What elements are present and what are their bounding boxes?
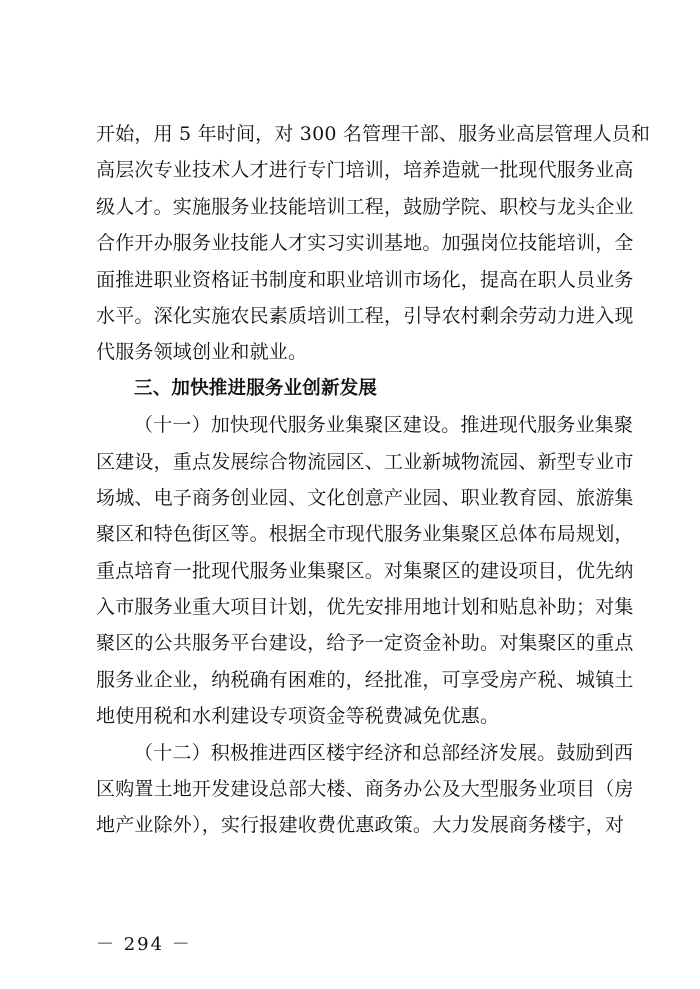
text-line: 地使用税和水利建设专项资金等税费减免优惠。 [96,705,500,728]
text-line: 开始，用 5 年时间，对 300 名管理干部、服务业高层管理人员和 [96,123,651,145]
text-line: 场城、电子商务创业园、文化创意产业园、职业教育园、旅游集 [96,486,634,509]
text-line: 服务业企业，纳税确有困难的，经批准，可享受房产税、城镇土 [96,668,634,691]
section-heading [96,371,616,407]
paragraph-continuation [96,116,651,371]
text-line: 聚区的公共服务平台建设，给予一定资金补助。对集聚区的重点 [96,632,634,655]
text-line: 级人才。实施服务业技能培训工程，鼓励学院、职校与龙头企业 [96,195,634,218]
text-line: 入市服务业重大项目计划，优先安排用地计划和贴息补助；对集 [96,596,634,619]
paragraph-11 [96,407,634,735]
text-line: 地产业除外），实行报建收费优惠政策。大力发展商务楼宇，对 [96,814,625,837]
text-line: 合作开办服务业技能人才实习实训基地。加强岗位技能培训，全 [96,232,634,255]
text-line: 重点培育一批现代服务业集聚区。对集聚区的建设项目，优先纳 [96,559,634,582]
heading-line: 三、加快推进服务业创新发展 [134,377,378,399]
text-line: （十一）加快现代服务业集聚区建设。推进现代服务业集聚 [134,414,634,437]
text-line: （十二）积极推进西区楼宇经济和总部经济发展。鼓励到西 [134,741,634,764]
text-line: 区建设，重点发展综合物流园区、工业新城物流园、新型专业市 [96,450,634,473]
body-text [96,116,651,844]
page-number: － 294 － [96,934,192,955]
text-line: 水平。深化实施农民素质培训工程，引导农村剩余劳动力进入现 [96,304,634,327]
text-line: 区购置土地开发建设总部大楼、商务办公及大型服务业项目（房 [96,778,634,801]
text-line: 面推进职业资格证书制度和职业培训市场化，提高在职人员业务 [96,268,634,291]
text-line: 高层次专业技术人才进行专门培训，培养造就一批现代服务业高 [96,159,634,182]
text-line: 代服务领域创业和就业。 [96,341,308,364]
paragraph-12 [96,735,634,844]
text-line: 聚区和特色街区等。根据全市现代服务业集聚区总体布局规划， [96,523,634,546]
